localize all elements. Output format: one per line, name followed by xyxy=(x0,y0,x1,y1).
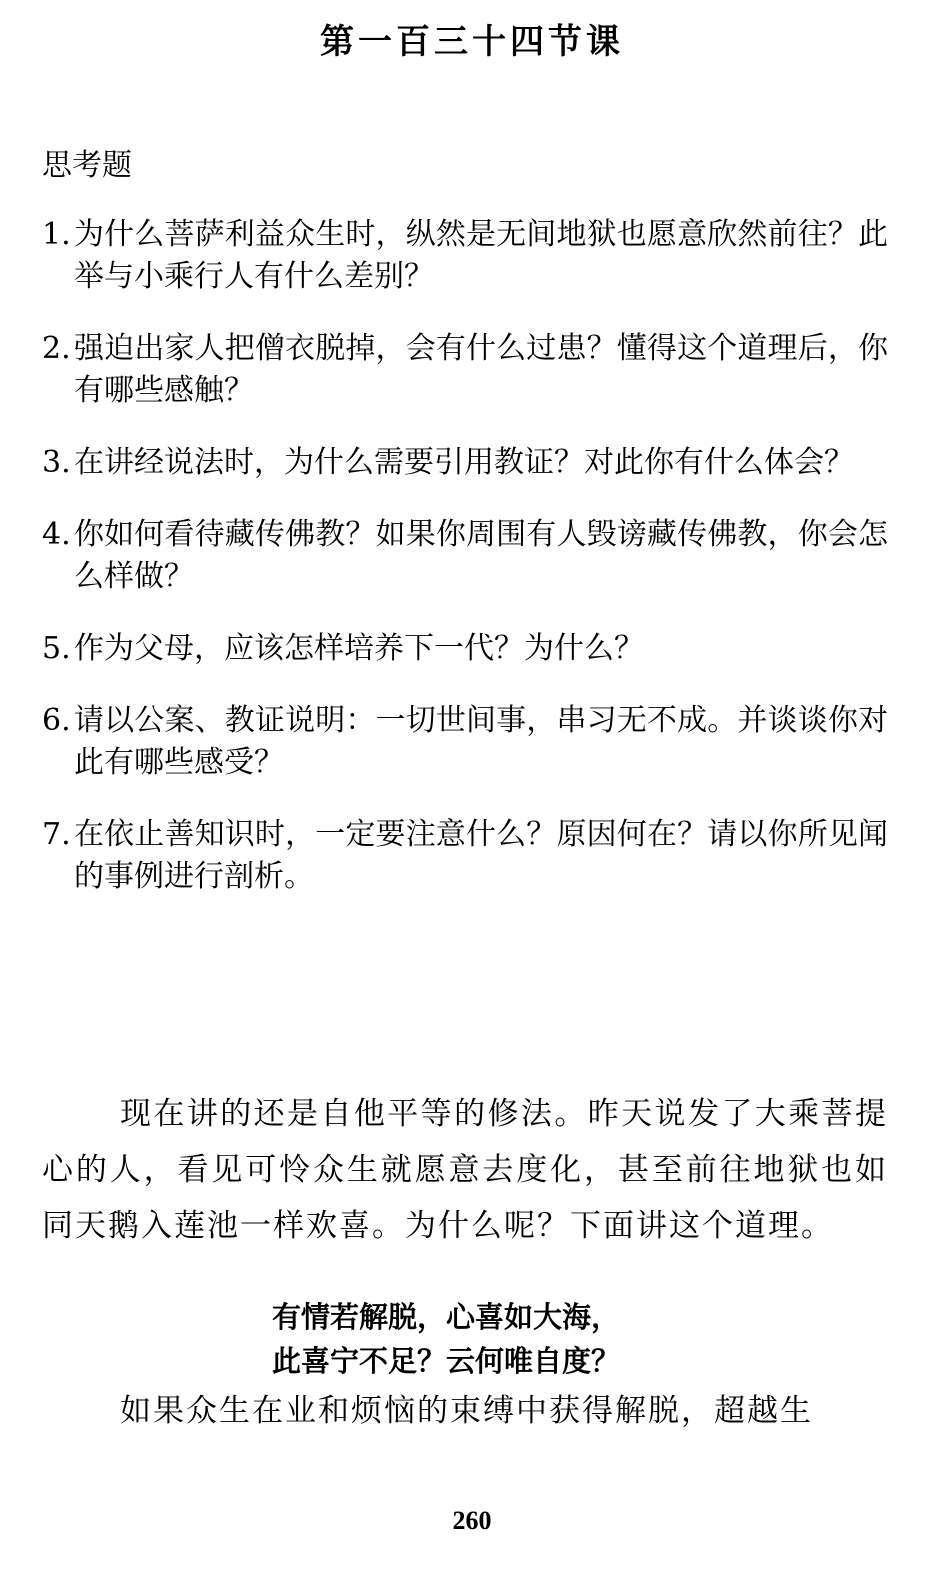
verse-line-1: 有情若解脱，心喜如大海， xyxy=(272,1302,621,1334)
question-item xyxy=(42,814,888,898)
question-text: 在讲经说法时，为什么需要引用教证？对此你有什么体会？ xyxy=(74,445,854,480)
question-item xyxy=(42,628,888,670)
question-text: 作为父母，应该怎样培养下一代？为什么？ xyxy=(74,631,644,666)
question-text: 在依止善知识时，一定要注意什么？原因何在？请以你所见闻的事例进行剖析。 xyxy=(74,817,888,894)
question-item xyxy=(42,328,888,412)
page-number: 260 xyxy=(452,1506,492,1535)
question-number: 5. xyxy=(42,631,71,666)
question-text: 你如何看待藏传佛教？如果你周围有人毁谤藏传佛教，你会怎么样做？ xyxy=(74,517,888,594)
question-number: 2. xyxy=(42,331,71,366)
question-number: 3. xyxy=(42,445,71,480)
body-paragraph-2: 如果众生在业和烦恼的束缚中获得解脱，超越生 xyxy=(120,1393,813,1429)
questions-heading: 思考题 xyxy=(42,148,132,183)
body-paragraph: 现在讲的还是自他平等的修法。昨天说发了大乘菩提心的人，看见可怜众生就愿意去度化，甚至前往地狱也如同天鹅入莲池一样欢喜。为什么呢？下面讲这个道理。 xyxy=(42,1096,888,1244)
question-item xyxy=(42,700,888,784)
questions-list xyxy=(42,214,888,928)
question-item xyxy=(42,214,888,298)
question-item xyxy=(42,514,888,598)
question-text: 为什么菩萨利益众生时，纵然是无间地狱也愿意欣然前往？此举与小乘行人有什么差别？ xyxy=(74,217,888,294)
question-text: 强迫出家人把僧衣脱掉，会有什么过患？懂得这个道理后，你有哪些感触？ xyxy=(74,331,888,408)
question-text: 请以公案、教证说明：一切世间事，串习无不成。并谈谈你对此有哪些感受？ xyxy=(74,703,888,780)
question-number: 7. xyxy=(42,817,71,852)
verse-line-2: 此喜宁不足？云何唯自度？ xyxy=(272,1346,621,1378)
question-number: 6. xyxy=(42,703,71,738)
lesson-title: 第一百三十四节课 xyxy=(320,22,624,62)
question-number: 1. xyxy=(42,217,71,252)
question-item xyxy=(42,442,888,484)
question-number: 4. xyxy=(42,517,71,552)
